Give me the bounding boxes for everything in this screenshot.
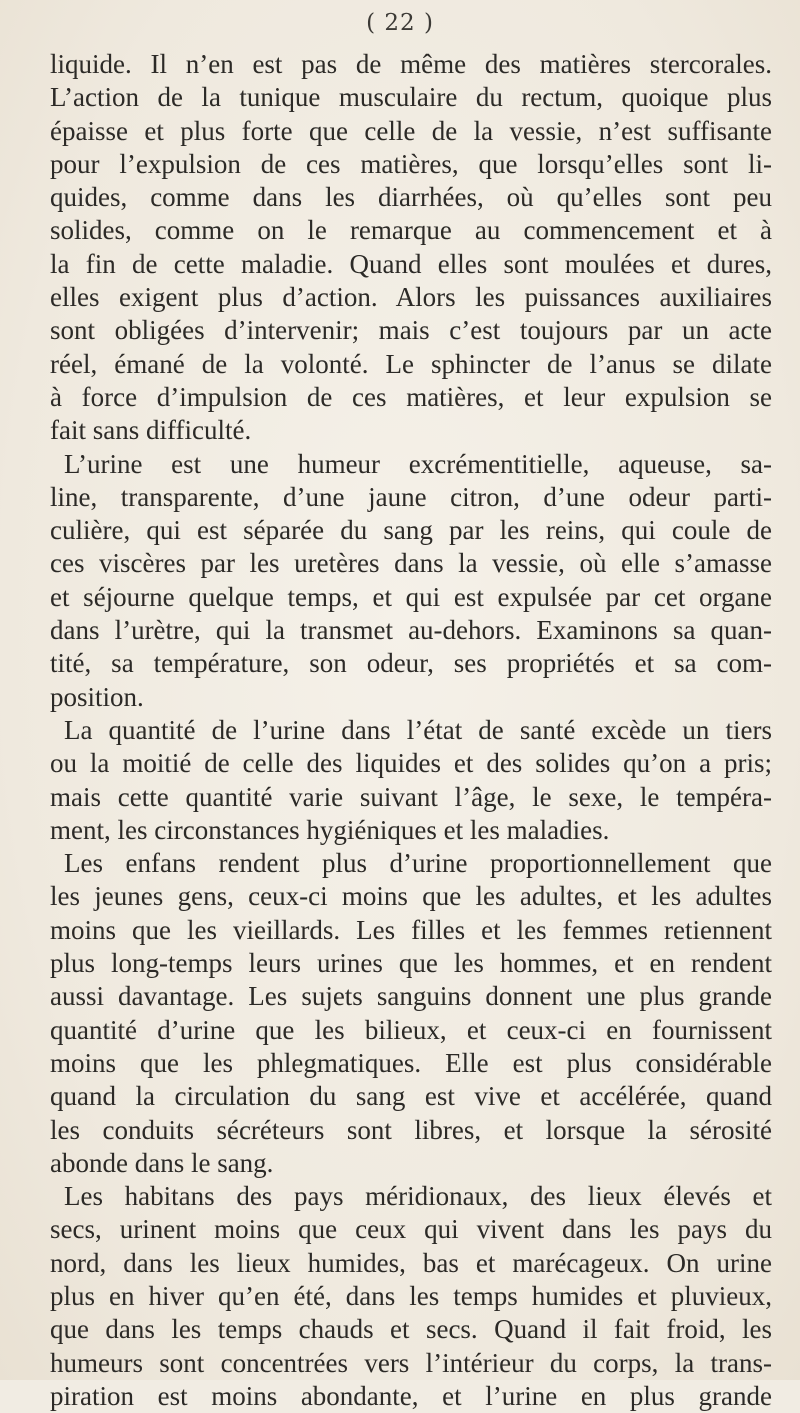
text-line: la fin de cette maladie. Quand elles sont moulées et dures,	[50, 248, 772, 279]
page-number: ( 22 )	[366, 10, 434, 36]
text-line: que dans les temps chauds et secs. Quand il fait froid, les	[50, 1314, 772, 1345]
text-line: position.	[50, 681, 144, 712]
text-line: à force d’impulsion de ces matières, et leur expulsion se	[50, 381, 772, 412]
paragraph-urine-definition	[50, 448, 772, 714]
text-line: line, transparente, d’une jaune citron, d’une odeur parti-	[50, 481, 772, 512]
body-text	[50, 48, 772, 1413]
paragraph-stercoral-matters	[50, 48, 772, 448]
text-line: quides, comme dans les diarrhées, où qu’elles sont peu	[50, 182, 772, 213]
text-line: elles exigent plus d’action. Alors les puissances auxiliaires	[50, 282, 772, 313]
text-line: ou la moitié de celle des liquides et des solides qu’on a pris;	[50, 748, 772, 779]
text-line: Les enfans rendent plus d’urine proportionnellement que	[64, 848, 772, 879]
paragraph-urine-quantity	[50, 714, 772, 847]
text-line: ces viscères par les uretères dans la vessie, où elle s’amasse	[50, 548, 772, 579]
text-line: et séjourne quelque temps, et qui est expulsée par cet organe	[50, 581, 772, 612]
paragraph-age-and-temperament	[50, 847, 772, 1180]
text-line: liquide. Il n’en est pas de même des matières stercorales.	[50, 49, 772, 79]
text-line: nord, dans les lieux humides, bas et marécageux. On urine	[50, 1247, 772, 1278]
text-line: secs, urinent moins que ceux qui vivent dans les pays du	[50, 1214, 772, 1245]
text-line: ment, les circonstances hygiéniques et les maladies.	[50, 814, 610, 845]
text-line: dans l’urètre, qui la transmet au-dehors. Examinons sa quan-	[50, 615, 772, 646]
text-line: abonde dans le sang.	[50, 1147, 274, 1178]
text-line: culière, qui est séparée du sang par les reins, qui coule de	[50, 515, 772, 546]
text-line: pour l’expulsion de ces matières, que lorsqu’elles sont li-	[50, 148, 772, 179]
text-line: mais cette quantité varie suivant l’âge, le sexe, le tempéra-	[50, 781, 772, 812]
text-line: réel, émané de la volonté. Le sphincter de l’anus se dilate	[50, 348, 772, 379]
text-line: L’urine est une humeur excrémentitielle, aqueuse, sa-	[64, 448, 772, 479]
text-line: sont obligées d’intervenir; mais c’est toujours par un acte	[50, 315, 772, 346]
text-line: tité, sa température, son odeur, ses propriétés et sa com-	[50, 648, 772, 679]
text-line: solides, comme on le remarque au commencement et à	[50, 215, 772, 246]
text-line: humeurs sont concentrées vers l’intérieur du corps, la trans-	[50, 1347, 772, 1378]
text-line: moins que les vieillards. Les filles et les femmes retiennent	[50, 914, 772, 945]
text-line: fait sans difficulté.	[50, 415, 252, 446]
text-line: La quantité de l’urine dans l’état de santé excède un tiers	[64, 714, 772, 745]
text-line: piration est moins abondante, et l’urine en plus grande	[50, 1380, 772, 1411]
text-line: quand la circulation du sang est vive et accélérée, quand	[50, 1081, 772, 1112]
text-line: quantité d’urine que les bilieux, et ceux-ci en fournissent	[50, 1014, 772, 1045]
text-line: aussi davantage. Les sujets sanguins donnent une plus grande	[50, 981, 772, 1012]
paragraph-climate	[50, 1180, 772, 1413]
text-line: Les habitans des pays méridionaux, des lieux élevés et	[64, 1181, 772, 1212]
text-line: plus long-temps leurs urines que les hommes, et en rendent	[50, 948, 772, 979]
text-line: moins que les phlegmatiques. Elle est plus considérable	[50, 1047, 772, 1078]
text-line: les jeunes gens, ceux-ci moins que les adultes, et les adultes	[50, 881, 772, 912]
text-line: L’action de la tunique musculaire du rectum, quoique plus	[50, 82, 772, 113]
text-line: les conduits sécréteurs sont libres, et lorsque la sérosité	[50, 1114, 772, 1145]
text-line: épaisse et plus forte que celle de la vessie, n’est suffisante	[50, 115, 772, 146]
text-line: plus en hiver qu’en été, dans les temps humides et pluvieux,	[50, 1280, 772, 1311]
